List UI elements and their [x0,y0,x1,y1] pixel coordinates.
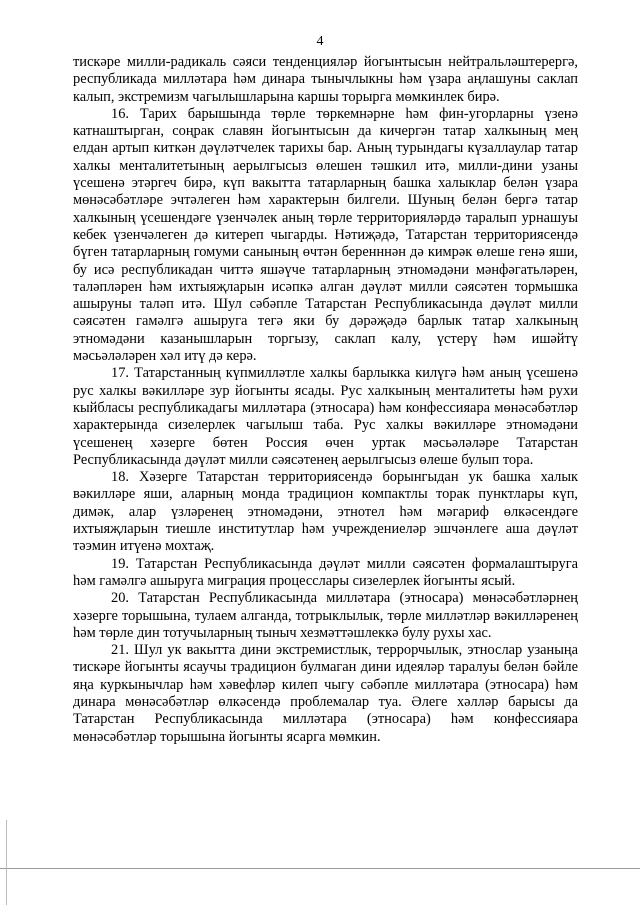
page-number: 4 [316,34,324,49]
paragraph-17: 17. Татарстанның күпмилләтле халкы барлыкка килүгә һәм аның үсешенә рус халкы вәкилләре зур йогынты ясады. Рус халкының менталитеты һәм рухи кыйбласы республикадагы милләтара (этносара) һәм конфессияара мөнәсәбәтләр характерында сизелерлек чагылыш таба. Рус халкы вәкилләре этномәдәни үсешенең хәзерге бөтен Россия өчен уртак мәсьәләләре Татарстан Республикасында дәүләт милли сәясәтенең аерылгысыз өлеше булып тора. [73,365,578,468]
paragraph-18: 18. Хәзерге Татарстан территориясендә борынгыдан ук башка халык вәкилләре яши, аларның монда традицион компактлы торак пунктлары күп, димәк, алар үзләренең этномәдәни, этнотел һәм мәгариф өлкәсендәге ихтыяҗларын тиешле институтлар һәм учреждениеләр эшчәнлеге аша дәүләт тәэмин итүенә мохтаҗ. [73,469,578,555]
scan-left-edge [6,820,7,905]
scan-bottom-edge [0,868,640,869]
paragraph-21: 21. Шул ук вакытта дини экстремистлык, террорчылык, этнослар узаныңа тискәре йогынты ясаучы традицион булмаган дини идеяләр таралуы белән бәйле яңа куркынычлар һәм хәвефләр килеп чыгу сәбәпле милләтара (этносара) һәм динара мөнәсәбәтләр өлкәсендә проблемалар туа. Әлеге хәлләр барысы да Татарстан Республикасында милләтара (этносара) һәм конфессияара мөнәсәбәтләр торышына йогынты ясарга мөмкин. [73,642,578,745]
paragraph-20: 20. Татарстан Республикасында милләтара (этносара) мөнәсәбәтләрнең хәзерге торышына, тулаем алганда, тотрыклылык, төрле милләтләр вәкилләренең һәм төрле дин тотучыларның тыныч хезмәттәшлеккә булу рухы хас. [73,590,578,641]
document-body [73,54,578,746]
paragraph-continuation: тискәре милли-радикаль сәяси тенденцияләр йогынтысын нейтральләштерергә, республикада милләтара һәм динара тынычлыкны һәм үзара аңлашуны саклап калып, экстремизм чагылышларына каршы торырга мөмкинлек бирә. [73,54,578,105]
paragraph-19: 19. Татарстан Республикасында дәүләт милли сәясәтен формалаштыруга һәм гамәлгә ашыруга миграция процесслары сизелерлек йогынты ясый. [73,555,578,589]
paragraph-16: 16. Тарих барышында төрле төркемнәрне һәм фин-угорларны үзенә катнаштырган, соңрак славян йогынтысын да кичергән татар халкының мең елдан артып киткән дәүләтчелек тарихы бар. Аның турындагы күзаллаулар татар халкы менталитетының аерылгысыз өлешен тәшкил итә, милли-дини узаны үсешенә этәргеч бирә, күп вакытта татарларның башка халыклар белән үзара мөнәсәбәтләре эчтәлеген һәм характерын билгели. Шуның белән бергә татар халкының үсешендәге үзенчәлек аның төрле территорияләрдә таралып урнашуы кебек үзенчәлеген дә китереп чыгарды. Нәтиҗәдә, Татарстан территориясендә бүген татарларның гомуми санының өчтән беренннән дә кимрәк өлеше генә яши, бу исә республикадан читтә яшәүче татарларның этномәдәни мәнфәгатьләрен, таләпләрен һәм ихтыяҗларын исәпкә алган дәүләт милли сәясәтен тормышка ашыруны таләп итә. Шул сәбәпле Татарстан Республикасында дәүләт милли сәясәтен гамәлгә ашыруга тегә яки бу дәрәҗәдә барлык татар халкының этномәдәни казанышларын торгызу, саклап калу, үстерү һәм ишәйтү мәсьәләләрен хәл итү дә керә. [73,105,578,365]
